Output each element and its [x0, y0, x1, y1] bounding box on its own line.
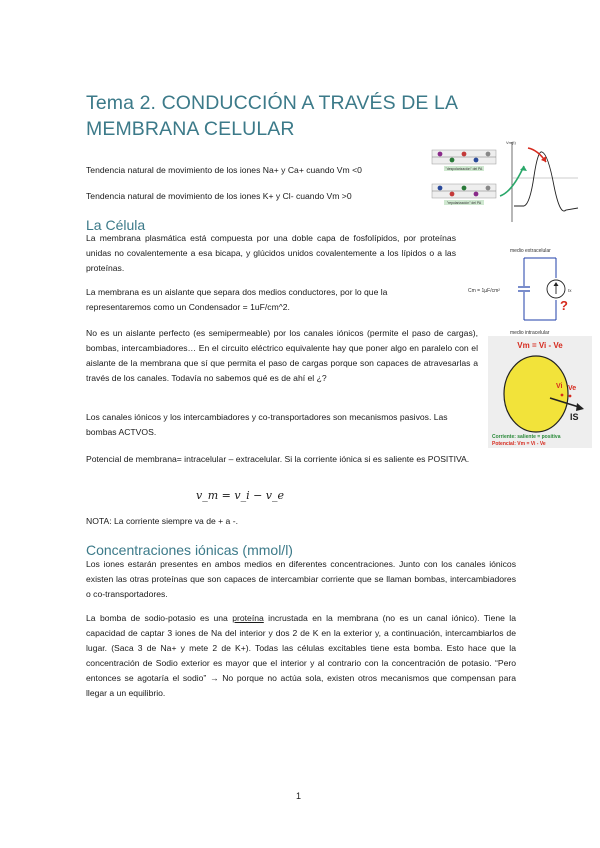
paragraph-membrane: La membrana plasmática está compuesta por una doble capa de fosfolípidos, por proteínas unidas no covalentemente a esa bicapa, y glúcidos unidos covalentemente a los lípidos o a las proteínas.	[86, 233, 456, 273]
cell-figure	[488, 336, 592, 448]
paragraph-semipermeable: No es un aislante perfecto (es semipermeable) por los canales iónicos (permite el paso de cargas), bombas, intercambiadores… En el circuito eléctrico equivalente hay que poner algo en paralelo con el aislante de la membrana que sí que permita el paso de cargas porque son capaces de atravesarlas a través de los canales. Todavía no sabemos qué es de ahí el ¿?	[86, 328, 478, 383]
note: NOTA: La corriente siempre va de + a -.	[86, 516, 238, 526]
tendency-line-1: Tendencia natural de movimiento de los iones Na+ y Ca+ cuando Vm <0	[86, 165, 362, 175]
paragraph-ions: Los iones estarán presentes en ambos medios en diferentes concentraciones. Junto con los canales iónicos existen las otras proteínas que son capaces de intercambiar corriente que se llaman bombas, intercambiadores o co-transportadores.	[86, 559, 516, 599]
label-vi: Vi	[556, 383, 563, 390]
vm-label: Vm(t)	[506, 140, 516, 145]
caption-current: Corriente: saliente = positiva	[492, 434, 561, 440]
label-current-source: Ix	[568, 288, 572, 293]
cell-title: Vm = Vi - Ve	[517, 341, 563, 350]
page-title: Tema 2. CONDUCCIÓN A TRAVÉS DE LA MEMBRANA CELULAR	[86, 92, 458, 140]
label-intracellular: medio intracelular	[510, 330, 550, 336]
circuit-figure	[466, 244, 586, 338]
section-heading-concentrations: Concentraciones iónicas (mmol/l)	[86, 542, 293, 558]
section-heading-cell: La Célula	[86, 217, 146, 233]
paragraph-pump: La bomba de sodio-potasio es una proteína incrustada en la membrana (no es un canal iónico). Tiene la capacidad de captar 3 iones de Na del interior y dos 2 de K en la exterior y, a continuación, intercambiarlos de lugar. (Saca 3 de Na+ y mete 2 de K+). Todas las células excitables tiene esta bomba. Esto hace que la concentración de Sodio exterior es mayor que el interior y al contrario con la concentración de potasio. “Pero entonces se agotaría el sodio” → No porque no actúa sola, existen otros mecanismos que compensan para llegar a un equilibrio.	[86, 613, 516, 698]
page-number: 1	[296, 791, 302, 801]
paragraph-potential: Potencial de membrana= intracelular – extracelular. Si la corriente iónica si es saliente es POSITIVA.	[86, 454, 470, 464]
caption-potential: Potencial: Vm = Vi - Ve	[492, 441, 546, 447]
paragraph-capacitor: La membrana es un aislante que separa dos medios conductores, por lo que la representaremos como un Condensador = 1uF/cm^2.	[86, 287, 388, 312]
label-extracellular: medio extracelular	[510, 248, 551, 254]
equation: v_m = v_i − v_e	[196, 489, 285, 502]
paragraph-mechanisms: Los canales iónicos y los intercambiadores y co-transportadores son mecanismos pasivos. Las bombas ACTVOS.	[86, 412, 448, 437]
label-depolarization: "despolarización" del PA	[445, 167, 483, 171]
action-potential-figure	[430, 136, 580, 226]
link-protein[interactable]: proteína	[232, 613, 264, 623]
label-ve: Ve	[568, 385, 577, 392]
label-is: IS	[570, 412, 579, 422]
label-repolarization: "repolarización" del PA	[446, 201, 482, 205]
question-mark: ?	[560, 298, 568, 313]
tendency-line-2: Tendencia natural de movimiento de los iones K+ y Cl- cuando Vm >0	[86, 191, 352, 201]
label-capacitance: Cm = 1µF/cm²	[468, 288, 500, 294]
